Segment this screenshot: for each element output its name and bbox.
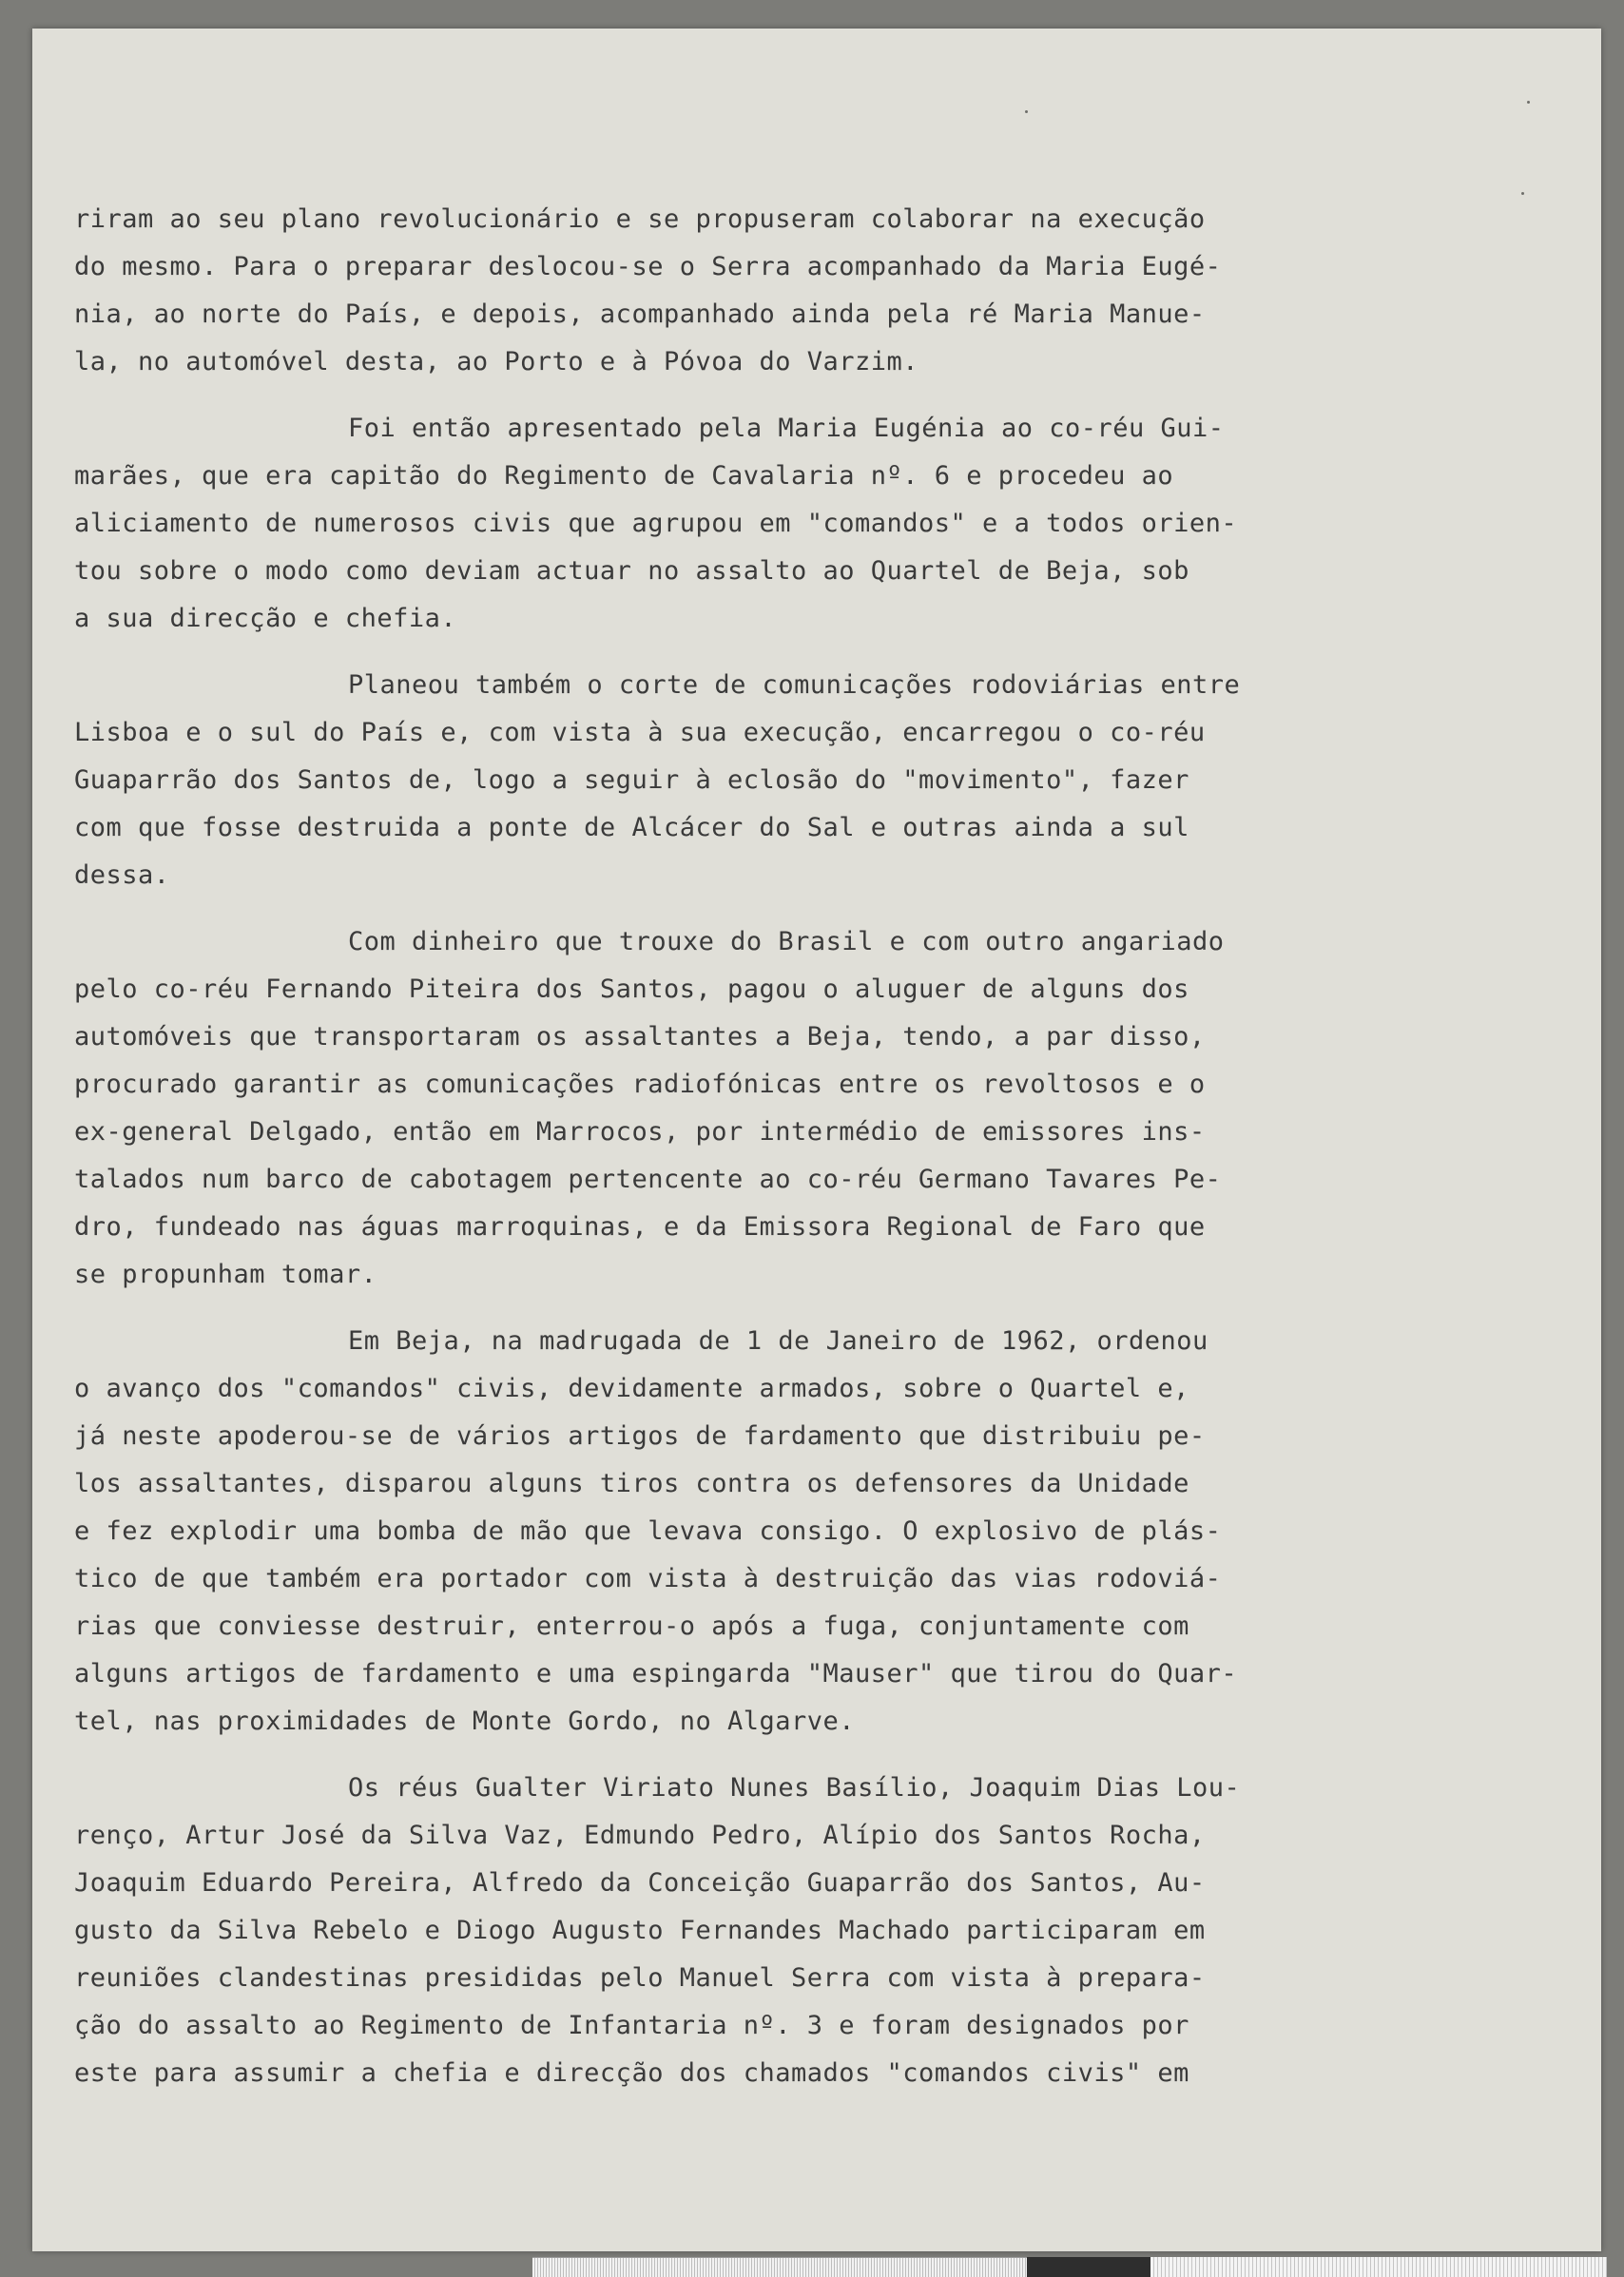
text-line: renço, Artur José da Silva Vaz, Edmundo Pedro, Alípio dos Santos Rocha, — [74, 1821, 1206, 1850]
text-line: Joaquim Eduardo Pereira, Alfredo da Conceição Guaparrão dos Santos, Au- — [74, 1868, 1206, 1898]
text-line: procurado garantir as comunicações radiofónicas entre os revoltosos e o — [74, 1070, 1206, 1099]
text-line: dro, fundeado nas águas marroquinas, e da Emissora Regional de Faro que — [74, 1212, 1206, 1242]
text-line: se propunham tomar. — [74, 1260, 377, 1289]
text-line: a sua direcção e chefia. — [74, 604, 457, 633]
scale-bar-dark-segment — [1027, 2257, 1150, 2277]
scale-bar-light-segment — [1150, 2257, 1607, 2277]
paragraph — [74, 1765, 1367, 2097]
text-line: nia, ao norte do País, e depois, acompanhado ainda pela ré Maria Manue- — [74, 299, 1206, 329]
paper-speck — [1521, 192, 1524, 195]
text-line: Com dinheiro que trouxe do Brasil e com outro angariado — [348, 927, 1225, 956]
text-line: do mesmo. Para o preparar deslocou-se o Serra acompanhado da Maria Eugé- — [74, 252, 1222, 281]
text-line: Os réus Gualter Viriato Nunes Basílio, Joaquim Dias Lou- — [348, 1773, 1241, 1803]
paragraph — [74, 1318, 1367, 1746]
paper-speck — [1527, 101, 1530, 104]
text-line: dessa. — [74, 860, 170, 890]
text-line: e fez explodir uma bomba de mão que levava consigo. O explosivo de plás- — [74, 1516, 1222, 1546]
text-line: alguns artigos de fardamento e uma espingarda "Mauser" que tirou do Quar- — [74, 1659, 1238, 1688]
text-line: o avanço dos "comandos" civis, devidamente armados, sobre o Quartel e, — [74, 1374, 1189, 1403]
text-line: gusto da Silva Rebelo e Diogo Augusto Fernandes Machado participaram em — [74, 1916, 1206, 1945]
text-line: automóveis que transportaram os assaltantes a Beja, tendo, a par disso, — [74, 1022, 1206, 1052]
text-line: Planeou também o corte de comunicações rodoviárias entre — [348, 670, 1241, 700]
text-line: com que fosse destruida a ponte de Alcácer do Sal e outras ainda a sul — [74, 813, 1189, 842]
paragraph — [74, 196, 1367, 386]
text-line: este para assumir a chefia e direcção dos chamados "comandos civis" em — [74, 2058, 1189, 2088]
text-line: los assaltantes, disparou alguns tiros contra os defensores da Unidade — [74, 1469, 1189, 1498]
text-line: la, no automóvel desta, ao Porto e à Póvoa do Varzim. — [74, 347, 919, 376]
paragraph — [74, 405, 1367, 643]
text-line: tel, nas proximidades de Monte Gordo, no Algarve. — [74, 1707, 856, 1736]
text-line: ex-general Delgado, então em Marrocos, por intermédio de emissores ins- — [74, 1117, 1206, 1147]
text-line: riram ao seu plano revolucionário e se propuseram colaborar na execução — [74, 204, 1206, 234]
text-line: tou sobre o modo como deviam actuar no assalto ao Quartel de Beja, sob — [74, 556, 1189, 586]
text-line: ção do assalto ao Regimento de Infantaria nº. 3 e foram designados por — [74, 2011, 1189, 2040]
text-line: rias que conviesse destruir, enterrou-o após a fuga, conjuntamente com — [74, 1611, 1189, 1641]
paper-speck — [1025, 110, 1028, 113]
paragraph — [74, 918, 1367, 1299]
paragraph — [74, 662, 1367, 899]
text-line: Lisboa e o sul do País e, com vista à sua execução, encarregou o co-réu — [74, 718, 1206, 747]
text-line: tico de que também era portador com vista à destruição das vias rodoviá- — [74, 1564, 1222, 1593]
document-body — [74, 196, 1367, 2116]
text-line: Foi então apresentado pela Maria Eugénia ao co-réu Gui- — [348, 414, 1225, 443]
text-line: Em Beja, na madrugada de 1 de Janeiro de 1962, ordenou — [348, 1326, 1208, 1356]
text-line: já neste apoderou-se de vários artigos de fardamento que distribuiu pe- — [74, 1421, 1206, 1451]
text-line: Guaparrão dos Santos de, logo a seguir à eclosão do "movimento", fazer — [74, 765, 1189, 795]
text-line: pelo co-réu Fernando Piteira dos Santos, pagou o aluguer de alguns dos — [74, 974, 1189, 1004]
text-line: aliciamento de numerosos civis que agrupou em "comandos" e a todos orien- — [74, 509, 1238, 538]
document-page — [32, 29, 1601, 2251]
text-line: talados num barco de cabotagem pertencente ao co-réu Germano Tavares Pe- — [74, 1165, 1222, 1194]
text-line: reuniões clandestinas presididas pelo Manuel Serra com vista à prepara- — [74, 1963, 1206, 1993]
text-line: marães, que era capitão do Regimento de Cavalaria nº. 6 e procedeu ao — [74, 461, 1174, 491]
